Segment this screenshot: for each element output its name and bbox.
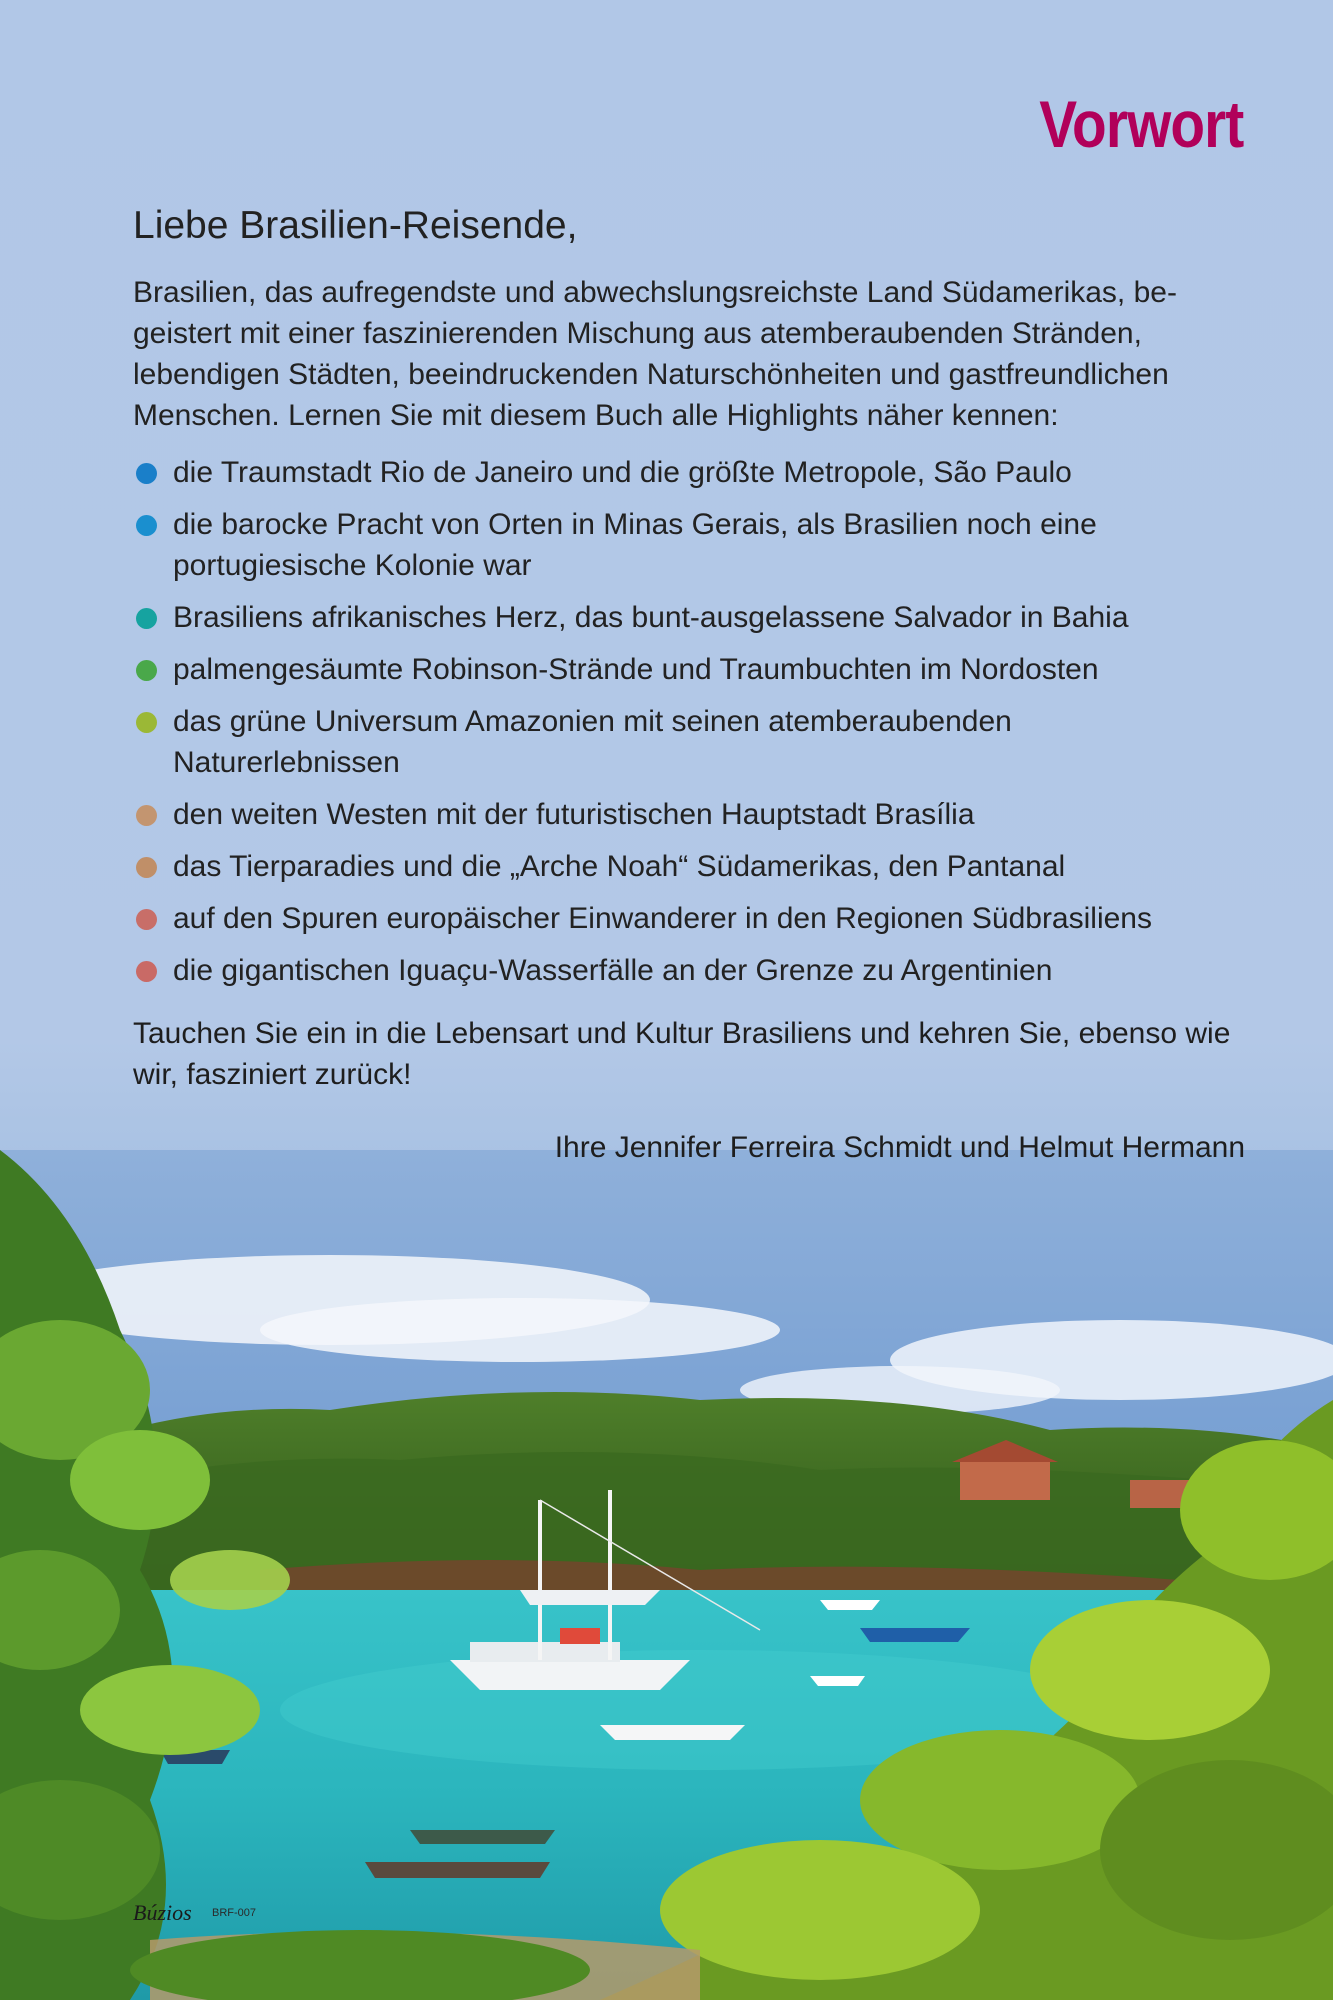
highlight-text: das grüne Universum Amazonien mit seinen atemberaubenden Naturerlebnissen [173,705,1012,779]
photo-code: BRF-007 [212,1907,257,1919]
intro-paragraph: Brasilien, das aufregendste und abwechslungsreichste Land Südamerikas, begeistert mit einer faszinierenden Mischung aus atemberaubenden Stränden, lebendigen Städten, beeindruckenden Naturschönheiten und gastfreundlichen Menschen. Lernen Sie mit diesem Buch alle Highlights näher kennen: [133,276,1177,432]
bullet-dot-icon [136,805,157,826]
highlight-item [133,504,1245,586]
bullet-dot-icon [136,909,157,930]
bullet-dot-icon [136,857,157,878]
highlight-item [133,452,1245,493]
highlight-item [133,846,1245,887]
photo-caption: Búzios [133,1900,192,1925]
buzios-bay-photo [0,1150,1333,2000]
highlight-item [133,898,1245,939]
greeting: Liebe Brasilien-Reisende, [133,204,578,247]
bullet-dot-icon [136,660,157,681]
highlight-text: Brasiliens afrikanisches Herz, das bunt-ausgelassene Salvador in Bahia [173,601,1129,634]
highlight-text: die Traumstadt Rio de Janeiro und die größte Metropole, São Paulo [173,456,1072,489]
highlight-text: das Tierparadies und die „Arche Noah“ Südamerikas, den Pantanal [173,850,1066,883]
foreword-text [133,200,1245,1168]
highlights-list [133,452,1245,991]
highlight-text: den weiten Westen mit der futuristischen Hauptstadt Brasília [173,798,975,831]
closing-paragraph: Tauchen Sie ein in die Lebensart und Kultur Brasiliens und kehren Sie, ebenso wie wir, fasziniert zurück! [133,1017,1231,1091]
highlight-text: auf den Spuren europäischer Einwanderer in den Regionen Südbrasiliens [173,902,1152,935]
highlight-text: die gigantischen Iguaçu-Wasserfälle an der Grenze zu Argentinien [173,954,1053,987]
bullet-dot-icon [136,608,157,629]
bullet-dot-icon [136,712,157,733]
signature: Ihre Jennifer Ferreira Schmidt und Helmut Hermann [554,1131,1245,1164]
highlight-item [133,649,1245,690]
highlight-text: die barocke Pracht von Orten in Minas Gerais, als Brasilien noch eine portugiesische Kolonie war [173,508,1097,582]
highlight-item [133,701,1245,783]
highlight-text: palmengesäumte Robinson-Strände und Traumbuchten im Nordosten [173,653,1099,686]
highlight-item [133,950,1245,991]
bullet-dot-icon [136,961,157,982]
bullet-dot-icon [136,463,157,484]
bullet-dot-icon [136,515,157,536]
highlight-item [133,597,1245,638]
page-title: Vorwort [1038,87,1243,161]
highlight-item [133,794,1245,835]
